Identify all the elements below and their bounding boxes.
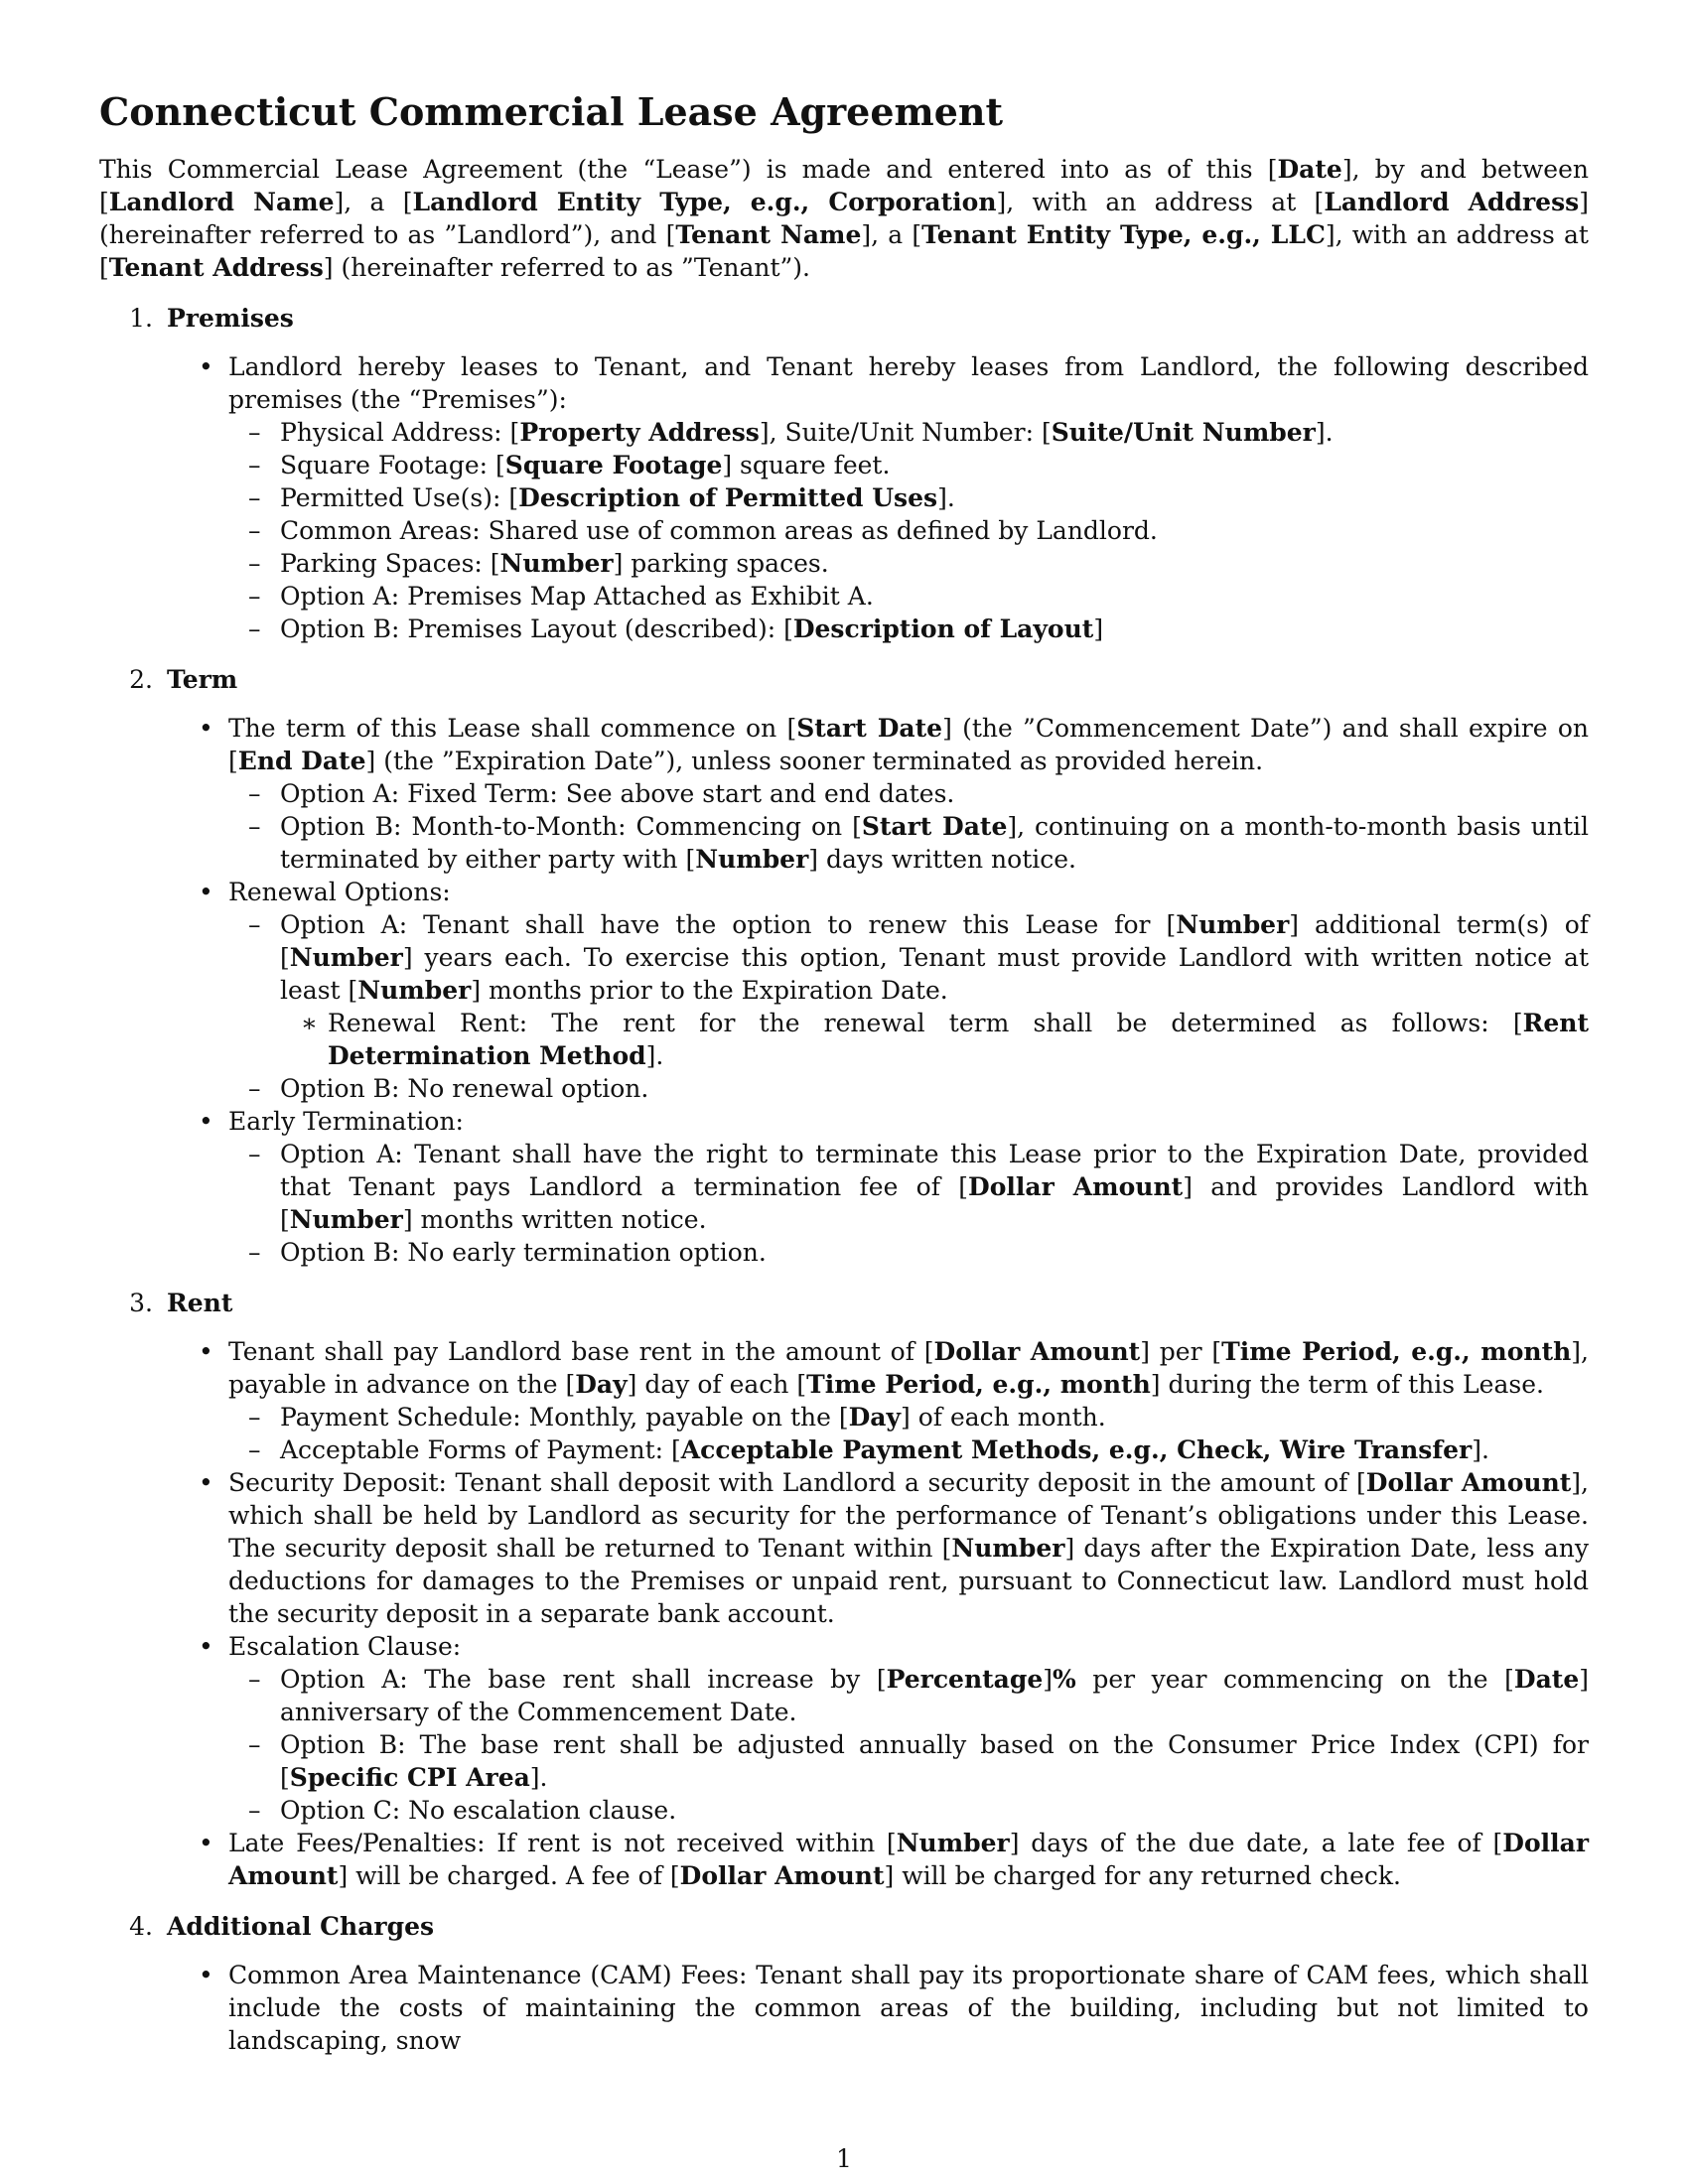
placeholder-field: Date bbox=[1277, 155, 1342, 184]
sub-item bbox=[99, 1138, 1589, 1236]
bullet-item bbox=[99, 1959, 1589, 2057]
bullet-item bbox=[99, 876, 1589, 908]
text-run: Renewal Rent: The rent for the renewal term shall be determined as follows: [ bbox=[328, 1009, 1523, 1037]
text-run: Late Fees/Penalties: If rent is not received within [ bbox=[228, 1829, 897, 1857]
placeholder-field: Dollar Amount bbox=[1365, 1468, 1572, 1497]
section-items bbox=[99, 350, 1589, 645]
text-run: ]. bbox=[1472, 1435, 1489, 1464]
text-run: ] bbox=[1043, 1665, 1054, 1694]
text-run: ] will be charged for any returned check. bbox=[884, 1861, 1401, 1890]
text-run: Common Areas: Shared use of common areas as defined by Landlord. bbox=[280, 516, 1158, 545]
text-run: Option A: Fixed Term: See above start and end dates. bbox=[280, 779, 955, 808]
bullet-item bbox=[99, 712, 1589, 777]
placeholder-field: % bbox=[1053, 1665, 1076, 1694]
placeholder-field: Description of Permitted Uses bbox=[518, 483, 938, 512]
placeholder-field: Number bbox=[357, 976, 472, 1005]
bullet-item bbox=[99, 1630, 1589, 1663]
text-run: ] and provides Landlord with [ bbox=[280, 1172, 1589, 1234]
text-run: ], a [ bbox=[861, 220, 922, 249]
sub-item bbox=[99, 1433, 1589, 1466]
section-items bbox=[99, 712, 1589, 1269]
text-run: Option A: Premises Map Attached as Exhibit A. bbox=[280, 582, 874, 611]
placeholder-field: Dollar Amount bbox=[679, 1861, 885, 1890]
sub-item bbox=[99, 1072, 1589, 1105]
text-run: ] months prior to the Expiration Date. bbox=[471, 976, 948, 1005]
placeholder-field: Acceptable Payment Methods, e.g., Check, Wire Transfer bbox=[680, 1435, 1473, 1464]
placeholder-field: Time Period, e.g., month bbox=[1221, 1337, 1572, 1366]
placeholder-field: Dollar Amount bbox=[228, 1829, 1589, 1890]
sub-sub-item bbox=[99, 1007, 1589, 1072]
placeholder-field: Start Date bbox=[861, 812, 1008, 841]
placeholder-field: Number bbox=[289, 1205, 403, 1234]
text-run: ] days after the Expiration Date, less any deductions for damages to the Premises or unpaid rent, pursuant to Connecticut law. Landlord must hold the security deposit in a separate bank account. bbox=[228, 1534, 1589, 1628]
text-run: Option B: No renewal option. bbox=[280, 1074, 649, 1103]
text-run: ] day of each [ bbox=[627, 1370, 807, 1399]
text-run: ], payable in advance on the [ bbox=[228, 1337, 1589, 1399]
text-run: ] of each month. bbox=[901, 1403, 1106, 1432]
placeholder-field: End Date bbox=[237, 747, 366, 775]
sub-item bbox=[99, 810, 1589, 876]
text-run: Option A: The base rent shall increase by [ bbox=[280, 1665, 887, 1694]
text-run: Renewal Options: bbox=[228, 878, 451, 906]
text-run: Option B: The base rent shall be adjusted annually based on the Consumer Price Index (CPI) for [ bbox=[280, 1730, 1589, 1792]
placeholder-field: Time Period, e.g., month bbox=[806, 1370, 1151, 1399]
section-title: Additional Charges bbox=[167, 1912, 435, 1941]
text-run: Option B: Month-to-Month: Commencing on [ bbox=[280, 812, 862, 841]
placeholder-field: Tenant Entity Type, e.g., LLC bbox=[921, 220, 1326, 249]
placeholder-field: Number bbox=[695, 845, 809, 874]
text-run: ] days of the due date, a late fee of [ bbox=[1009, 1829, 1503, 1857]
placeholder-field: Percentage bbox=[886, 1665, 1044, 1694]
placeholder-field: Rent Determination Method bbox=[328, 1009, 1589, 1070]
placeholder-field: Landlord Name bbox=[108, 188, 335, 216]
text-run: ]. bbox=[937, 483, 955, 512]
placeholder-field: Landlord Entity Type, e.g., Corporation bbox=[412, 188, 997, 216]
bullet-item bbox=[99, 1466, 1589, 1630]
sub-item bbox=[99, 1663, 1589, 1728]
text-run: Option B: Premises Layout (described): [ bbox=[280, 614, 793, 643]
placeholder-field: Tenant Address bbox=[108, 253, 324, 282]
text-run: ] years each. To exercise this option, Tenant must provide Landlord with written notice at least [ bbox=[280, 943, 1589, 1005]
sub-item bbox=[99, 613, 1589, 645]
text-run: Payment Schedule: Monthly, payable on the [ bbox=[280, 1403, 849, 1432]
section-title: Term bbox=[167, 665, 238, 694]
section-heading bbox=[99, 663, 1589, 696]
document-page bbox=[99, 89, 1589, 2057]
sub-item bbox=[99, 449, 1589, 481]
placeholder-field: Number bbox=[289, 943, 403, 972]
text-run: ] additional term(s) of [ bbox=[280, 910, 1590, 972]
text-run: Tenant shall pay Landlord base rent in the amount of [ bbox=[228, 1337, 934, 1366]
sub-item bbox=[99, 580, 1589, 613]
section-items bbox=[99, 1959, 1589, 2057]
text-run: Option C: No escalation clause. bbox=[280, 1796, 677, 1825]
text-run: ], a [ bbox=[334, 188, 413, 216]
text-run: ] will be charged. A fee of [ bbox=[338, 1861, 680, 1890]
text-run: ], by and between [ bbox=[99, 155, 1589, 216]
text-run: ] during the term of this Lease. bbox=[1150, 1370, 1544, 1399]
text-run: ], Suite/Unit Number: [ bbox=[759, 418, 1052, 447]
page-number: 1 bbox=[836, 2144, 852, 2173]
section-items bbox=[99, 1335, 1589, 1892]
placeholder-field: Day bbox=[575, 1370, 628, 1399]
placeholder-field: Dollar Amount bbox=[933, 1337, 1141, 1366]
text-run: ] parking spaces. bbox=[613, 549, 829, 578]
placeholder-field: Date bbox=[1513, 1665, 1580, 1694]
placeholder-field: Dollar Amount bbox=[968, 1172, 1184, 1201]
text-run: ] per [ bbox=[1140, 1337, 1222, 1366]
text-run: ] bbox=[1093, 614, 1104, 643]
bullet-item bbox=[99, 1335, 1589, 1401]
section-number: 4. bbox=[129, 1912, 153, 1941]
placeholder-field: Tenant Name bbox=[675, 220, 862, 249]
text-run: Physical Address: [ bbox=[280, 418, 520, 447]
text-run: ] days written notice. bbox=[808, 845, 1076, 874]
sub-item bbox=[99, 1401, 1589, 1433]
placeholder-field: Number bbox=[896, 1829, 1010, 1857]
text-run: Acceptable Forms of Payment: [ bbox=[280, 1435, 681, 1464]
section-title: Premises bbox=[167, 304, 294, 333]
text-run: Square Footage: [ bbox=[280, 451, 505, 479]
text-run: ], which shall be held by Landlord as security for the performance of Tenant’s obligations under this Lease. The security deposit shall be returned to Tenant within [ bbox=[228, 1468, 1589, 1563]
text-run: ] (hereinafter referred to as ”Landlord”), and [ bbox=[99, 188, 1589, 249]
bullet-item bbox=[99, 350, 1589, 416]
bullet-item bbox=[99, 1827, 1589, 1892]
sub-item bbox=[99, 547, 1589, 580]
sub-item bbox=[99, 1794, 1589, 1827]
section-2 bbox=[99, 663, 1589, 1269]
sub-item bbox=[99, 1728, 1589, 1794]
placeholder-field: Landlord Address bbox=[1324, 188, 1580, 216]
text-run: ]. bbox=[645, 1041, 664, 1070]
text-run: Option A: Tenant shall have the right to terminate this Lease prior to the Expiration Date, provided that Tenant pays Landlord a termination fee of [ bbox=[280, 1140, 1589, 1201]
section-number: 1. bbox=[129, 304, 153, 333]
placeholder-field: Start Date bbox=[796, 714, 943, 743]
document-title: Connecticut Commercial Lease Agreement bbox=[99, 89, 1004, 134]
text-run: ], continuing on a month-to-month basis until terminated by either party with [ bbox=[280, 812, 1589, 874]
section-3 bbox=[99, 1287, 1589, 1892]
section-heading bbox=[99, 1287, 1589, 1319]
placeholder-field: Day bbox=[848, 1403, 902, 1432]
text-run: ]. bbox=[529, 1763, 548, 1792]
text-run: Early Termination: bbox=[228, 1107, 464, 1136]
sub-item bbox=[99, 416, 1589, 449]
text-run: per year commencing on the [ bbox=[1075, 1665, 1514, 1694]
placeholder-field: Number bbox=[1176, 910, 1290, 939]
sub-item bbox=[99, 777, 1589, 810]
section-1 bbox=[99, 302, 1589, 645]
text-run: Option A: Tenant shall have the option to renew this Lease for [ bbox=[280, 910, 1177, 939]
placeholder-field: Property Address bbox=[519, 418, 760, 447]
placeholder-field: Number bbox=[951, 1534, 1065, 1563]
section-heading bbox=[99, 1910, 1589, 1943]
text-run: Escalation Clause: bbox=[228, 1632, 462, 1661]
section-title: Rent bbox=[167, 1289, 233, 1317]
placeholder-field: Description of Layout bbox=[792, 614, 1094, 643]
intro-paragraph bbox=[99, 153, 1589, 284]
text-run: Option B: No early termination option. bbox=[280, 1238, 767, 1267]
text-run: ] (hereinafter referred to as ”Tenant”). bbox=[323, 253, 810, 282]
text-run: Permitted Use(s): [ bbox=[280, 483, 519, 512]
sections-list bbox=[99, 302, 1589, 2057]
text-run: ] (the ”Commencement Date”) and shall expire on [ bbox=[228, 714, 1589, 775]
sub-item bbox=[99, 908, 1589, 1007]
section-heading bbox=[99, 302, 1589, 335]
sub-item bbox=[99, 1236, 1589, 1269]
text-run: [ bbox=[1267, 155, 1278, 184]
text-run: ], with an address at [ bbox=[996, 188, 1325, 216]
text-run: This Commercial Lease Agreement (the “Lease”) is made and entered into as of this bbox=[99, 155, 1268, 184]
text-run: ] anniversary of the Commencement Date. bbox=[280, 1665, 1590, 1726]
text-run: Parking Spaces: [ bbox=[280, 549, 500, 578]
sub-item bbox=[99, 514, 1589, 547]
placeholder-field: Specific CPI Area bbox=[289, 1763, 530, 1792]
text-run: Landlord hereby leases to Tenant, and Tenant hereby leases from Landlord, the following described premises (the “Premises”): bbox=[228, 352, 1589, 414]
bullet-item bbox=[99, 1105, 1589, 1138]
placeholder-field: Number bbox=[499, 549, 614, 578]
text-run: ], with an address at [ bbox=[99, 220, 1589, 282]
placeholder-field: Suite/Unit Number bbox=[1051, 418, 1316, 447]
text-run: Common Area Maintenance (CAM) Fees: Tenant shall pay its proportionate share of CAM fees, which shall include the costs of maintaining the common areas of the building, including but not limited to landscaping, snow bbox=[228, 1961, 1589, 2055]
placeholder-field: Square Footage bbox=[504, 451, 723, 479]
section-4 bbox=[99, 1910, 1589, 2057]
text-run: Security Deposit: Tenant shall deposit with Landlord a security deposit in the amount of [ bbox=[228, 1468, 1366, 1497]
text-run: ] square feet. bbox=[722, 451, 891, 479]
section-number: 3. bbox=[129, 1289, 153, 1317]
text-run: ] months written notice. bbox=[402, 1205, 707, 1234]
text-run: ]. bbox=[1315, 418, 1334, 447]
sub-item bbox=[99, 481, 1589, 514]
section-number: 2. bbox=[129, 665, 153, 694]
text-run: The term of this Lease shall commence on [ bbox=[228, 714, 797, 743]
text-run: ] (the ”Expiration Date”), unless sooner terminated as provided herein. bbox=[365, 747, 1264, 775]
